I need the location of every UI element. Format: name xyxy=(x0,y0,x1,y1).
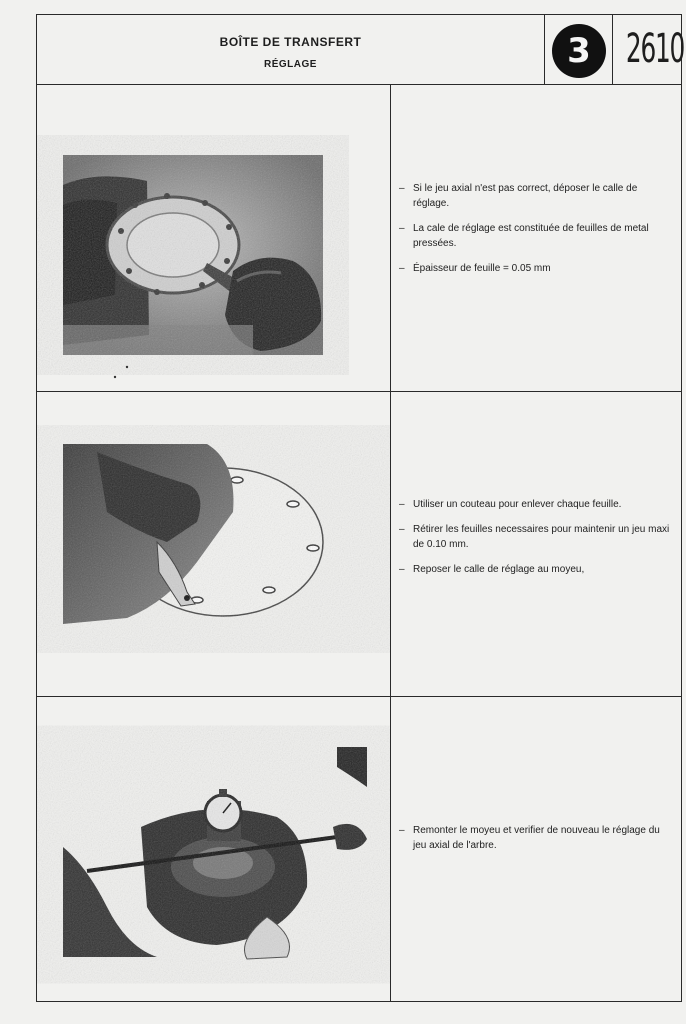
bullet-list-3 xyxy=(399,823,671,863)
page-frame xyxy=(36,14,685,1002)
photo-cell-1 xyxy=(37,85,391,391)
bullet-list-2 xyxy=(399,497,671,587)
chapter-box xyxy=(545,15,613,84)
bullet-dash: – xyxy=(399,524,405,535)
bullet-item xyxy=(399,823,671,853)
bullet-text: Rétirer les feuilles necessaires pour maintenir un jeu maxi de 0.10 mm. xyxy=(413,524,670,550)
section-3 xyxy=(37,697,681,1001)
code-box xyxy=(613,15,685,84)
text-cell-2 xyxy=(391,392,681,696)
photo-cell-2 xyxy=(37,392,391,696)
bullet-item xyxy=(399,261,671,276)
bullet-text: Si le jeu axial n'est pas correct, déposer le calle de réglage. xyxy=(413,183,638,209)
bullet-dash: – xyxy=(399,183,405,194)
bullet-dash: – xyxy=(399,499,405,510)
page-code: 2610 xyxy=(625,26,685,72)
gasket-removal-photo-icon xyxy=(37,85,390,390)
chapter-badge: 3 xyxy=(552,24,606,78)
bullet-text: Remonter le moyeu et verifier de nouveau le réglage du jeu axial de l'arbre. xyxy=(413,825,660,851)
dial-gauge-photo-icon xyxy=(37,697,390,999)
section-2 xyxy=(37,392,681,697)
bullet-text: Reposer le calle de réglage au moyeu, xyxy=(413,564,585,575)
bullet-dash: – xyxy=(399,564,405,575)
text-cell-1 xyxy=(391,85,681,391)
title-box xyxy=(37,15,545,84)
bullet-item xyxy=(399,497,671,512)
page-header xyxy=(37,15,685,85)
page-title: BOÎTE DE TRANSFERT xyxy=(219,35,362,49)
bullet-dash: – xyxy=(399,825,405,836)
section-1 xyxy=(37,85,681,392)
bullet-dash: – xyxy=(399,263,405,274)
bullet-dash: – xyxy=(399,223,405,234)
bullet-text: Épaisseur de feuille = 0.05 mm xyxy=(413,263,551,274)
bullet-text: La cale de réglage est constituée de feuilles de metal pressées. xyxy=(413,223,649,249)
bullet-list-1 xyxy=(399,181,671,286)
shim-peeling-photo-icon xyxy=(37,392,390,695)
photo-cell-3 xyxy=(37,697,391,1001)
bullet-item xyxy=(399,221,671,251)
bullet-item xyxy=(399,562,671,577)
bullet-text: Utiliser un couteau pour enlever chaque feuille. xyxy=(413,499,622,510)
bullet-item xyxy=(399,522,671,552)
text-cell-3 xyxy=(391,697,681,1001)
page-subtitle: RÉGLAGE xyxy=(264,59,317,70)
bullet-item xyxy=(399,181,671,211)
